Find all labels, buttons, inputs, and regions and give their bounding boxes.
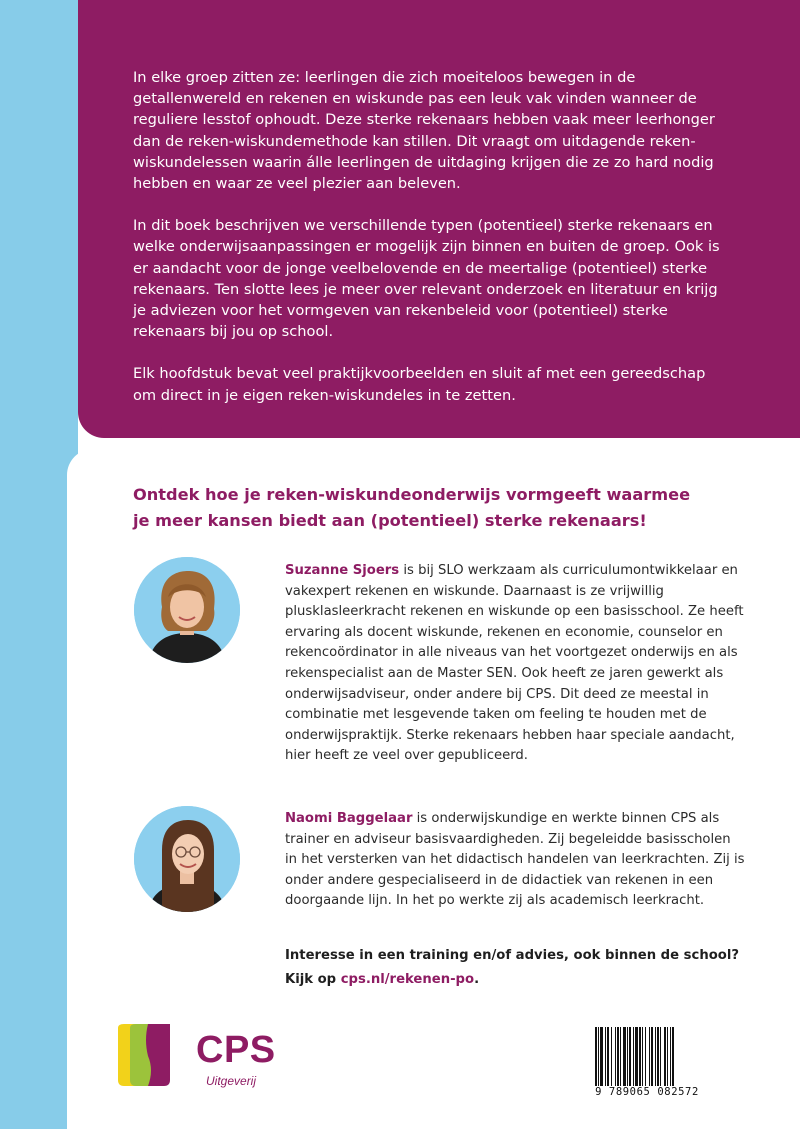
contact-prefix: Kijk op xyxy=(285,972,341,987)
author-bio-suzanne xyxy=(285,561,745,767)
publisher-sub: Uitgeverij xyxy=(206,1074,257,1088)
author-bio-naomi xyxy=(285,809,745,912)
author-name-naomi: Naomi Baggelaar xyxy=(285,811,413,826)
cps-logo-icon xyxy=(116,1022,172,1088)
contact-line-1: Interesse in een training en/of advies, ook binnen de school? xyxy=(285,948,739,963)
author-photo-naomi xyxy=(134,806,240,912)
tagline: Ontdek hoe je reken-wiskundeonderwijs vormgeeft waarmee je meer kansen biedt aan (potentieel) sterke rekenaars! xyxy=(133,485,691,530)
contact-line-2 xyxy=(285,968,745,992)
contact-info xyxy=(285,944,745,992)
intro-paragraph-1: In elke groep zitten ze: leerlingen die zich moeiteloos bewegen in de getallenwereld en rekenen en wiskunde pas een leuk vak vinden wanneer de reguliere lesstof ophoudt. Deze sterke rekenaars hebben vaak meer leerhonger dan de reken-wiskundemethode kan stillen. Dit vraagt om uitdagende reken-wiskundelessen waarin álle leerlingen de uitdaging krijgen die ze zo hard nodig hebben en waar ze veel plezier aan beleven. xyxy=(133,69,715,193)
author-bio-text-naomi: is onderwijskundige en werkte binnen CPS als trainer en adviseur basisvaardigheden. Zij begeleidde basisscholen in het versterken van het didactisch handelen van leerkrachten. Zij is onder andere gespecialiseerd in de didactiek van rekenen in een doorgaande lijn. In het po werkte zij als academisch leerkracht. xyxy=(285,811,745,909)
contact-link[interactable]: cps.nl/rekenen-po xyxy=(340,972,475,987)
author-photo-suzanne xyxy=(134,557,240,663)
contact-suffix: . xyxy=(474,972,480,987)
author-bio-text-suzanne: is bij SLO werkzaam als curriculumontwikkelaar en vakexpert rekenen en wiskunde. Daarnaast is ze vrijwillig plusklasleerkracht rekenen en wiskunde op een basisschool. Ze heeft ervaring als docent wiskunde, rekenen en economie, counselor en rekencoördinator in alle niveaus van het voortgezet onderwijs en als rekenspecialist aan de Master SEN. Ook heeft ze jaren gewerkt als onderwijsadviseur, onder andere bij CPS. Dit deed ze meestal in combinatie met lesgevende taken om feeling te houden met de onderwijspraktijk. Sterke rekenaars hebben haar speciale aandacht, hier heeft ze veel over gepubliceerd. xyxy=(285,563,744,764)
isbn-number: 9 789065 082572 xyxy=(591,1086,703,1098)
author-name-suzanne: Suzanne Sjoers xyxy=(285,563,400,578)
publisher-name: CPS xyxy=(196,1029,276,1071)
intro-paragraph-2: In dit boek beschrijven we verschillende typen (potentieel) sterke rekenaars en welke onderwijsaanpassingen er mogelijk zijn binnen en buiten de groep. Ook is er aandacht voor de jonge veelbelovende en de meertalige (potentieel) sterke rekenaars. Ten slotte lees je meer over relevant onderzoek en literatuur en krijg je adviezen voor het vormgeven van rekenbeleid voor (potentieel) sterke rekenaars bij jou op school. xyxy=(133,217,720,341)
intro-paragraph-3: Elk hoofdstuk bevat veel praktijkvoorbeelden en sluit af met een gereedschap om direct in je eigen reken-wiskundeles in te zetten. xyxy=(133,365,706,404)
intro-text xyxy=(133,67,733,427)
